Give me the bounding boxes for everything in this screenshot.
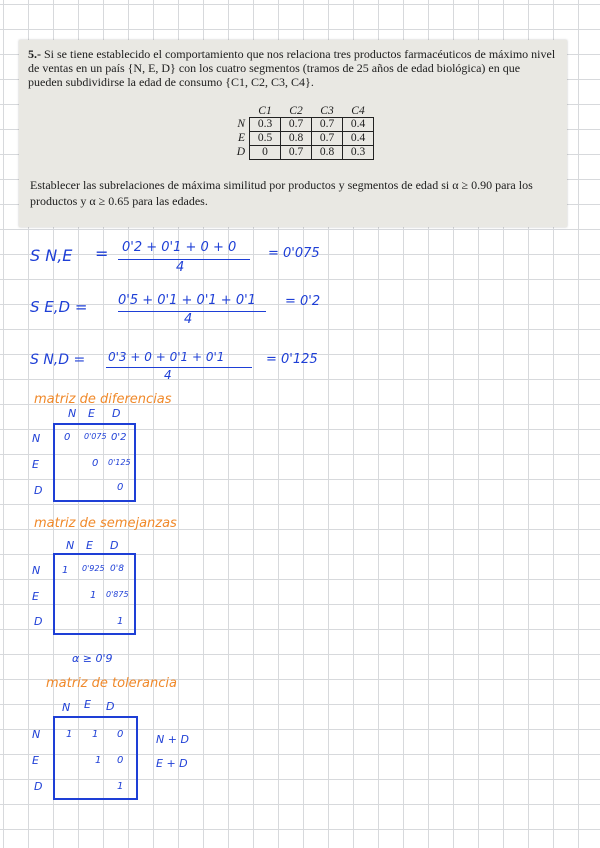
table-row [229, 118, 374, 132]
table-cell: 0.4 [343, 118, 374, 132]
table-cell: 0.5 [250, 132, 281, 146]
tol-row-label: E [32, 754, 39, 767]
sim-row-label: E [32, 590, 39, 603]
column-header: C1 [258, 105, 272, 117]
tol-cell: 1 [117, 781, 124, 792]
result-group-ed: E + D [156, 757, 188, 770]
column-header: C2 [289, 105, 303, 117]
sim-cell: 0'875 [106, 590, 129, 599]
table-cell: 0.8 [312, 146, 343, 160]
sim-row-label: D [34, 615, 43, 628]
fraction-line [106, 367, 252, 368]
calc2-denominator: 4 [184, 312, 193, 327]
problem-statement [28, 47, 556, 89]
sim-matrix-title: matriz de semejanzas [34, 516, 177, 531]
calc2-result: = 0'2 [285, 294, 321, 309]
sim-cell: 1 [117, 616, 124, 627]
tol-col-label: E [84, 698, 91, 711]
row-label: N [237, 118, 245, 130]
diff-cell: 0 [117, 482, 124, 493]
sim-cell: 1 [62, 565, 69, 576]
diff-cell: 0 [92, 458, 99, 469]
calc1-numerator: 0'2 + 0'1 + 0 + 0 [122, 240, 237, 255]
calc1-label: S N,E [30, 246, 73, 265]
diff-matrix-title: matriz de diferencias [34, 392, 172, 407]
calc2-label: S E,D = [30, 298, 88, 316]
column-header: C3 [320, 105, 334, 117]
tol-col-label: N [62, 701, 71, 714]
diff-cell: 0 [64, 432, 71, 443]
tol-col-label: D [106, 700, 115, 713]
problem-number: 5.- [28, 47, 41, 61]
table-cell: 0.7 [281, 146, 312, 160]
row-label: D [236, 146, 245, 158]
table-cell: 0.7 [312, 132, 343, 146]
calc1-result: = 0'075 [268, 246, 320, 261]
diff-col-label: N [68, 407, 77, 420]
calc3-denominator: 4 [164, 368, 172, 382]
tol-cell: 0 [117, 729, 124, 740]
alpha-threshold: α ≥ 0'9 [72, 652, 113, 665]
calc3-numerator: 0'3 + 0 + 0'1 + 0'1 [108, 350, 225, 364]
diff-row-label: E [32, 458, 39, 471]
problem-text: Si se tiene establecido el comportamiento que nos relaciona tres productos farmacéuticos de máximo nivel de ventas en un país {N, E, D} con los cuatro segmentos (tramos de 25 años de edad biológica) en que pueden subdividirse la edad de consumo {C1, C2, C3, C4}. [28, 47, 556, 89]
tol-matrix-title: matriz de tolerancia [46, 676, 177, 691]
diff-row-label: N [32, 432, 41, 445]
diff-cell: 0'2 [111, 432, 127, 443]
tol-cell: 0 [117, 755, 124, 766]
diff-cell: 0'125 [108, 458, 131, 467]
sim-col-label: N [66, 539, 75, 552]
problem-photo [19, 40, 567, 227]
tol-cell: 1 [95, 755, 102, 766]
diff-row-label: D [34, 484, 43, 497]
calc1-equals: = [95, 244, 109, 263]
diff-cell: 0'075 [84, 432, 107, 441]
tol-cell: 1 [92, 729, 99, 740]
diff-col-label: E [88, 407, 95, 420]
table-row [229, 132, 374, 146]
table-cell: 0.3 [343, 146, 374, 160]
sim-col-label: E [86, 539, 93, 552]
table-cell: 0.7 [312, 118, 343, 132]
sim-cell: 0'8 [110, 564, 124, 574]
calc2-numerator: 0'5 + 0'1 + 0'1 + 0'1 [118, 293, 256, 308]
diff-col-label: D [112, 407, 121, 420]
calc3-label: S N,D = [30, 352, 86, 368]
table-cell: 0.3 [250, 118, 281, 132]
table-cell: 0.7 [281, 118, 312, 132]
table-cell: 0 [250, 146, 281, 160]
result-group-nd: N + D [156, 733, 189, 746]
data-table [229, 106, 374, 160]
table-cell: 0.8 [281, 132, 312, 146]
tol-cell: 1 [66, 729, 73, 740]
calc3-result: = 0'125 [266, 352, 318, 367]
sim-col-label: D [110, 539, 119, 552]
table-cell: 0.4 [343, 132, 374, 146]
tol-row-label: D [34, 780, 43, 793]
tol-row-label: N [32, 728, 41, 741]
calc1-denominator: 4 [176, 260, 185, 275]
sim-cell: 1 [90, 590, 97, 601]
column-header: C4 [351, 105, 365, 117]
sim-row-label: N [32, 564, 41, 577]
sim-cell: 0'925 [82, 564, 105, 573]
problem-question: Establecer las subrelaciones de máxima similitud por productos y segmentos de edad si α ≥ 0.90 para los productos y α ≥ 0.65 para las edades. [30, 178, 533, 208]
row-label: E [237, 132, 245, 144]
table-row [229, 146, 374, 160]
